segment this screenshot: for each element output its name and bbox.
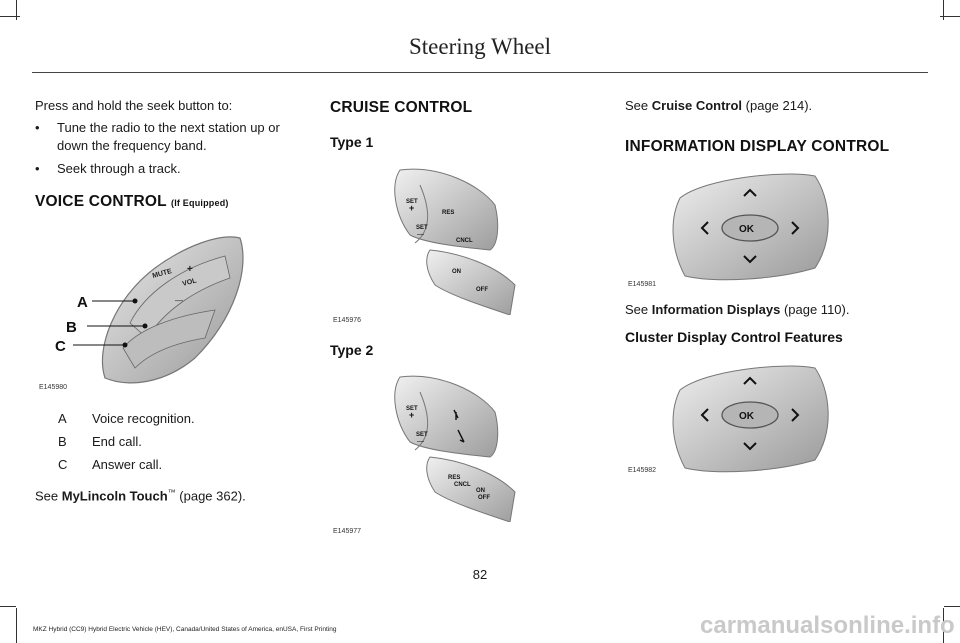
set-minus-label: SET bbox=[416, 432, 428, 438]
if-equipped-note: (If Equipped) bbox=[171, 198, 229, 208]
set-plus-label: SET bbox=[406, 406, 418, 412]
legend-row: C Answer call. bbox=[58, 457, 163, 472]
cluster-display-heading: Cluster Display Control Features bbox=[625, 329, 843, 345]
document-info: MKZ Hybrid (CC9) Hybrid Electric Vehicle (HEV), Canada/United States of America, enUSA, First Printing bbox=[33, 626, 337, 633]
on-label: ON bbox=[452, 269, 461, 275]
legend-list bbox=[58, 410, 195, 474]
crop-mark-bottom-left-h bbox=[0, 606, 16, 607]
vol-plus-label: + bbox=[187, 264, 193, 275]
cruise-type2-figure bbox=[380, 372, 520, 522]
legend-row: B End call. bbox=[58, 434, 142, 449]
information-displays-link[interactable]: Information Displays bbox=[651, 302, 781, 317]
crop-mark-top-right-h bbox=[940, 16, 960, 17]
cncl-label: CNCL bbox=[454, 482, 471, 488]
vol-label: VOL bbox=[181, 277, 198, 288]
plus-label: + bbox=[409, 203, 415, 213]
header-rule bbox=[32, 72, 928, 73]
figure-id-e145982: E145982 bbox=[628, 467, 657, 474]
cluster-display-control-figure bbox=[665, 360, 840, 480]
ok-label: OK bbox=[739, 224, 754, 235]
cruise-type1-figure bbox=[380, 165, 520, 315]
vol-minus-label: — bbox=[175, 296, 183, 305]
cruise-control-link[interactable]: Cruise Control bbox=[651, 98, 743, 113]
crop-mark-bottom-right-h bbox=[944, 606, 960, 607]
legend-row: A Voice recognition. bbox=[58, 411, 195, 426]
bullet-list bbox=[35, 119, 305, 178]
callout-c: C bbox=[55, 338, 66, 355]
intro-text: Press and hold the seek button to: bbox=[35, 98, 233, 113]
minus-label: — bbox=[417, 231, 424, 238]
ok-label: OK bbox=[739, 411, 754, 422]
type1-label: Type 1 bbox=[330, 134, 374, 150]
plus-label: + bbox=[409, 410, 415, 420]
bullet-item: • Tune the radio to the next station up or down the frequency band. bbox=[35, 120, 280, 153]
figure-id-e145977: E145977 bbox=[333, 528, 362, 535]
callout-a: A bbox=[77, 294, 88, 311]
crop-mark-bottom-left bbox=[16, 608, 17, 643]
see-cruise-control: See Cruise Control (page 214). bbox=[625, 98, 813, 113]
type2-label: Type 2 bbox=[330, 342, 374, 358]
cruise-control-heading: CRUISE CONTROL bbox=[330, 99, 473, 116]
mylincoln-touch-link[interactable]: MyLincoln Touch bbox=[61, 488, 168, 504]
res-label: RES bbox=[442, 210, 455, 216]
information-display-control-heading: INFORMATION DISPLAY CONTROL bbox=[625, 138, 890, 155]
figure-id-e145976: E145976 bbox=[333, 317, 362, 324]
crop-mark-top-right bbox=[943, 0, 944, 20]
callout-b: B bbox=[66, 319, 77, 336]
bullet-item: • Seek through a track. bbox=[35, 161, 181, 176]
voice-control-heading: VOICE CONTROL (If Equipped) bbox=[35, 193, 229, 210]
minus-label: — bbox=[417, 438, 424, 445]
mute-label: MUTE bbox=[151, 268, 173, 280]
see-mylincoln-touch: See MyLincoln Touch™ (page 362). bbox=[35, 488, 246, 504]
figure-id-e145980: E145980 bbox=[39, 384, 68, 391]
page-title: Steering Wheel bbox=[409, 34, 551, 59]
on-label: ON bbox=[476, 488, 485, 494]
page-number: 82 bbox=[472, 567, 488, 582]
bullet-dot: • bbox=[35, 120, 40, 135]
info-display-control-figure bbox=[665, 168, 840, 288]
set-plus-label: SET bbox=[406, 199, 418, 205]
off-label: OFF bbox=[478, 495, 490, 501]
voice-control-figure bbox=[35, 228, 265, 398]
cncl-label: CNCL bbox=[456, 238, 473, 244]
bullet-dot: • bbox=[35, 161, 40, 176]
crop-mark-top-left-h bbox=[0, 16, 20, 17]
res-label: RES bbox=[448, 475, 461, 481]
see-information-displays: See Information Displays (page 110). bbox=[625, 302, 850, 317]
watermark: carmanualsonline.info bbox=[700, 612, 955, 639]
set-minus-label: SET bbox=[416, 225, 428, 231]
figure-id-e145981: E145981 bbox=[628, 281, 657, 288]
off-label: OFF bbox=[476, 287, 488, 293]
crop-mark-top-left bbox=[16, 0, 17, 20]
